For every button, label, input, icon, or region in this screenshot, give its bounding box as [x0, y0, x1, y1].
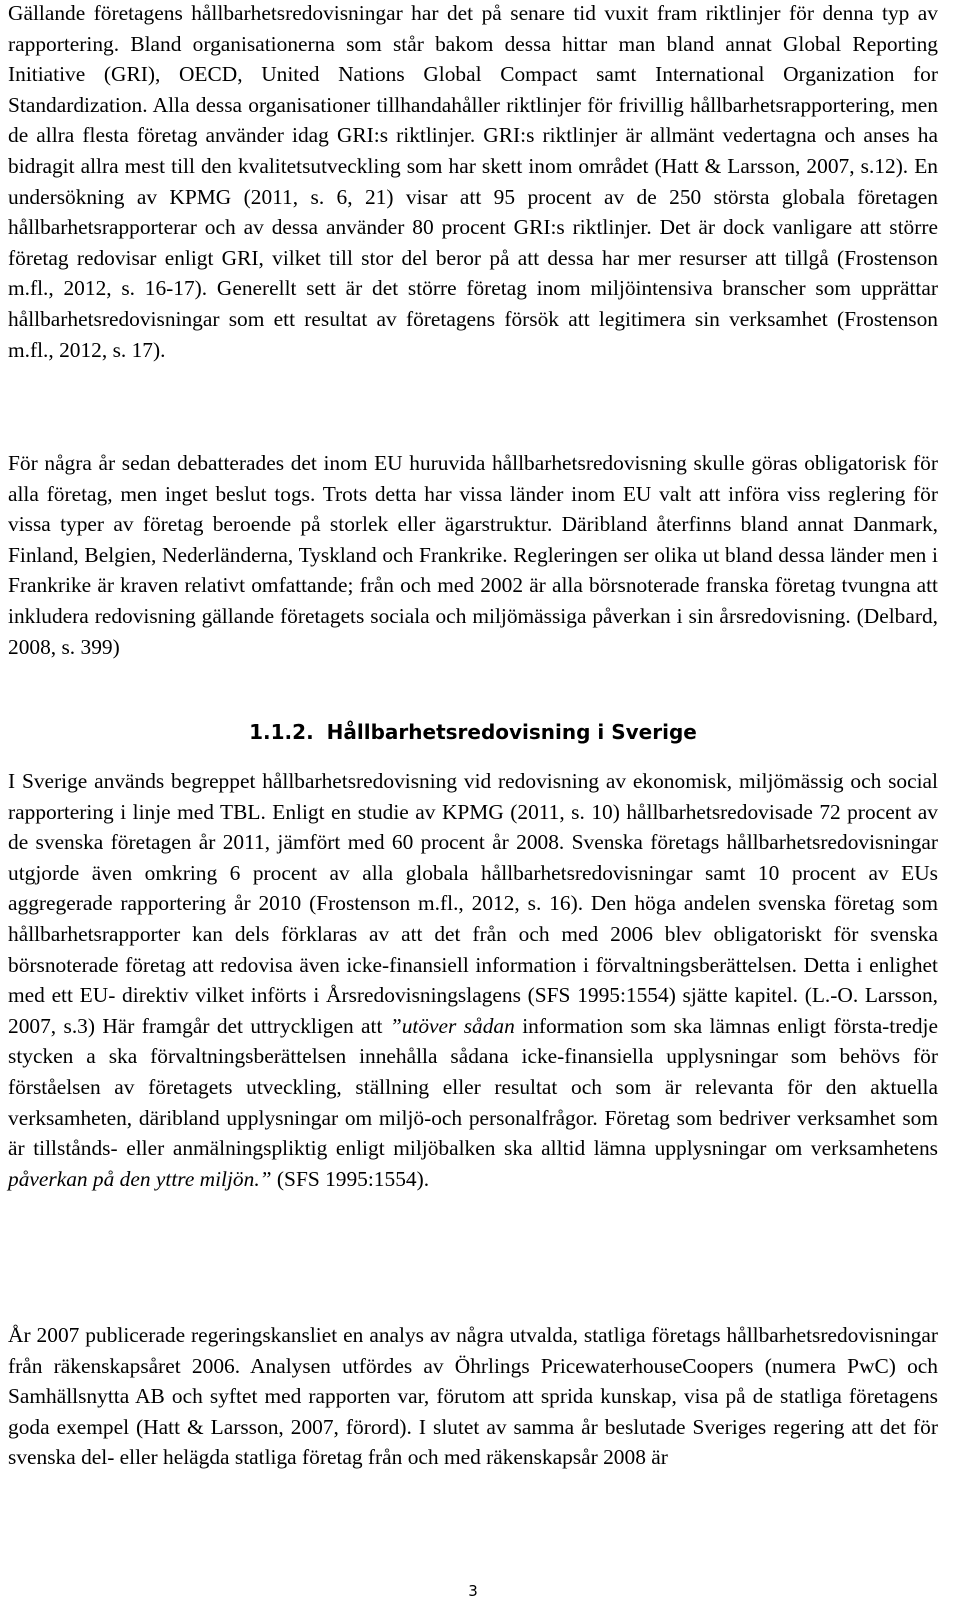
section-title: Hållbarhetsredovisning i Sverige	[326, 720, 697, 744]
section-heading	[8, 718, 938, 746]
paragraph-gri-guidelines: Gällande företagens hållbarhetsredovisningar har det på senare tid vuxit fram riktlinjer för denna typ av rapportering. Bland organisationerna som står bakom dessa hittar man bland annat Global Reporting Initiative (GRI), OECD, United Nations Global Compact samt International Organization for Standardization. Alla dessa organisationer tillhandahåller riktlinjer för frivillig hållbarhetsrapportering, men de allra flesta företag använder idag GRI:s riktlinjer. GRI:s riktlinjer är allmänt vedertagna och anses ha bidragit allra mest till den kvalitetsutveckling som har skett inom området (Hatt & Larsson, 2007, s.12). En undersökning av KPMG (2011, s. 6, 21) visar att 95 procent av de 250 största globala företagen hållbarhetsrapporterar och av dessa använder 80 procent GRI:s riktlinjer. Det är dock vanligare att större företag redovisar enligt GRI, vilket till stor del beror på att dessa har mer resurser att tillgå (Frostenson m.fl., 2012, s. 16-17). Generellt sett är det större företag inom miljöintensiva branscher som upprättar hållbarhetsredovisningar som ett resultat av företagens försök att legitimera sin verksamhet (Frostenson m.fl., 2012, s. 17).	[8, 1, 938, 362]
quote-start: ”utöver sådan	[389, 1013, 515, 1038]
paragraph-sweden-text: I Sverige används begreppet hållbarhetsredovisning vid redovisning av ekonomisk, miljömässig och social rapportering i linje med TBL. Enligt en studie av KPMG (2011, s. 10) hållbarhetsredovisade 72 procent av de svenska företagen år 2011, jämfört med 60 procent år 2008. Svenska företags hållbarhetsredovisningar utgjorde även omkring 6 procent av alla globala hållbarhetsredovisningar samt 10 procent av EUs aggregerade rapportering år 2010 (Frostenson m.fl., 2012, s. 16). Den höga andelen svenska företag som hållbarhetsrapporter kan dels förklaras av att det från och med 2006 blev obligatoriskt för svenska börsnoterade företag att redovisa även icke-finansiell information i förvaltningsberättelsen. Detta i enlighet med ett EU- direktiv vilket införts i Årsredovisningslagens (SFS 1995:1554) sjätte kapitel. (L.-O. Larsson, 2007, s.3) Här framgår det uttryckligen att	[8, 769, 938, 1038]
quote-body: information som ska lämnas enligt första-tredje stycken a ska förvaltningsberättelsen innehålla sådana icke-finansiella upplysningar som behövs för förståelsen av företagets utveckling, ställning eller resultat och som är relevanta för den aktuella verksamheten, däribland upplysningar om miljö-och personalfrågor. Företag som bedriver verksamhet som är tillstånds- eller anmälningspliktig enligt miljöbalken ska alltid lämna upplysningar om verksamhetens	[8, 1013, 938, 1161]
quote-citation: (SFS 1995:1554).	[271, 1166, 430, 1191]
page-number: 3	[468, 1582, 478, 1600]
paragraph-state-companies: År 2007 publicerade regeringskansliet en analys av några utvalda, statliga företags hållbarhetsredovisningar från räkenskapsåret 2006. Analysen utfördes av Öhrlings PricewaterhouseCoopers (numera PwC) och Samhällsnytta AB och syftet med rapporten var, förutom att sprida kunskap, visa på de statliga företagens goda exempel (Hatt & Larsson, 2007, förord). I slutet av samma år beslutade Sveriges regering att det för svenska del- eller helägda statliga företag från och med räkenskapsår 2008 är	[8, 1323, 938, 1470]
quote-end: påverkan på den yttre miljön.”	[8, 1166, 272, 1191]
paragraph-eu-regulation: För några år sedan debatterades det inom EU huruvida hållbarhetsredovisning skulle göras obligatorisk för alla företag, men inget beslut togs. Trots detta har vissa länder inom EU valt att införa viss reglering för vissa typer av företag beroende på storlek eller ägarstruktur. Däribland återfinns bland annat Danmark, Finland, Belgien, Nederländerna, Tyskland och Frankrike. Regleringen ser olika ut bland dessa länder men i Frankrike är kraven relativt omfattande; från och med 2002 är alla börsnoterade franska företag tvungna att inkludera redovisning gällande företagets sociala och miljömässiga påverkan i sin årsredovisning. (Delbard, 2008, s. 399)	[8, 451, 938, 659]
paragraph-sweden	[8, 766, 938, 1194]
section-number: 1.1.2.	[249, 720, 314, 744]
